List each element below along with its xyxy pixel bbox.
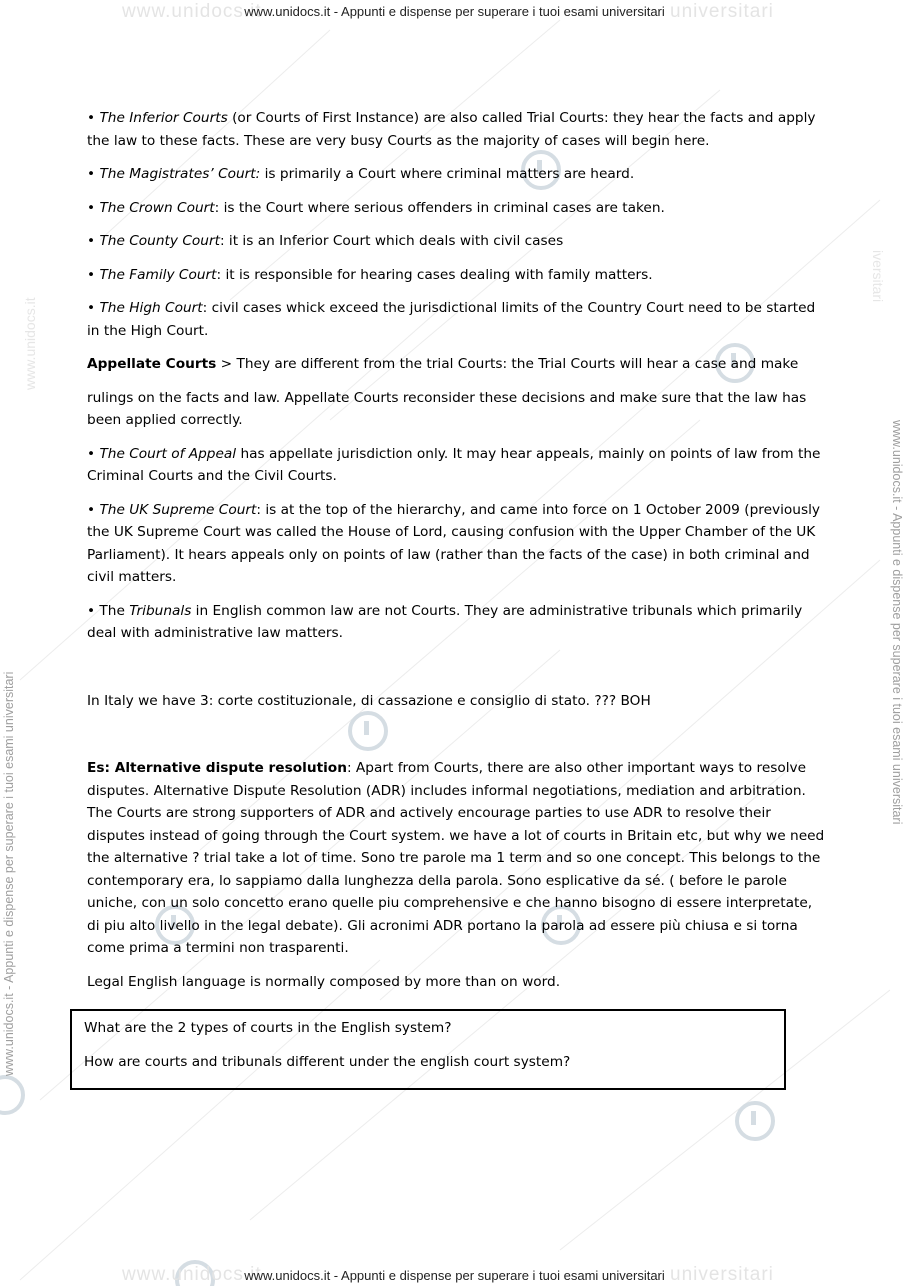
term: The Inferior Courts [99,110,228,126]
paragraph-adr [87,757,827,960]
term: The Magistrates’ Court: [99,166,261,182]
watermark-side-ghost: iversitari [870,250,886,303]
paragraph-italy: In Italy we have 3: corte costituzionale, di cassazione e consiglio di stato. ??? BOH [87,692,651,709]
bullet: • [87,501,100,518]
bullet: • [87,233,100,249]
paragraph-legal-english: Legal English language is normally composed by more than on word. [87,973,561,990]
question: What are the 2 types of courts in the English system? [84,1020,452,1036]
paragraph-text: > They are different from the trial Courts: the Trial Courts will hear a case and make [216,356,799,372]
watermark-side-right: www.unidocs.it - Appunti e dispense per superare i tuoi esami universitari [890,420,904,825]
bullet: • [87,266,100,283]
paragraph-appellate-courts [87,353,827,376]
paragraph-text: has appellate jurisdiction only. It may hear appeals, mainly on points of law from the Criminal Courts and the Civil Courts. [87,445,821,484]
watermark-ghost: universitari [670,1,774,22]
document-body [87,107,827,1004]
paragraph-tribunals [87,600,827,645]
term: Es: Alternative dispute resolution [87,760,347,776]
paragraph-text: : is the Court where serious offenders in criminal cases are taken. [214,199,665,216]
paragraph-text: : it is an Inferior Court which deals with civil cases [219,233,564,249]
paragraph-inferior-courts [87,107,827,152]
paragraph-text: : it is responsible for hearing cases dealing with family matters. [216,266,653,283]
watermark-ghost: universitari [670,1264,774,1285]
question: How are courts and tribunals different under the english court system? [84,1053,571,1070]
bullet: • [87,199,100,216]
paragraph-text: (or Courts of First Instance) are also called Trial Courts: they hear the facts and apply the law to these facts. These are very busy Courts as the majority of cases will begin here. [87,110,816,149]
questions-box [70,1009,786,1090]
watermark-ghost: www.unidocs.it [122,1,262,22]
bullet: • The [87,602,130,619]
term: The High Court [99,300,203,316]
paragraph-magistrates-court [87,163,827,186]
watermark-ghost: www.unidocs.it [122,1264,262,1285]
paragraph-text: : Apart from Courts, there are also other important ways to resolve disputes. Alternative Dispute Resolution (ADR) includes informal negotiations, mediation and arbitration. The Courts are strong supporters of ADR and actively encourage parties to use ADR to resolve their disputes instead of going through the Court system. we have a lot of courts in Britain etc, but why we need the alternative ? trial take a lot of time. Sono tre parole ma 1 term and so one concept. This belongs to the contemporary era, lo sappiamo dalla lunghezza della parola. Sono esplicative da sé. ( before le parole uniche, con un solo concetto erano quelle piu comprehensive e che hanno bisogno di essere interpretate, di piu alto livello in the legal debate). Gli acronimi ADR portano la parola ad essere più chiusa e si torna come prima a termini non trasparenti. [87,760,825,956]
paragraph-appellate-continued: rulings on the facts and law. Appellate Courts reconsider these decisions and make sure that the law has been applied correctly. [87,389,807,428]
paragraph-crown-court [87,197,827,220]
spacer [87,723,827,757]
watermark-side-left: www.unidocs.it - Appunti e dispense per superare i tuoi esami universitari [2,671,16,1076]
term: The Family Court [99,266,217,283]
bullet: • [87,300,100,316]
term: The Court of Appeal [99,445,237,462]
term: Tribunals [129,602,192,619]
watermark-footer: www.unidocs.it - Appunti e dispense per superare i tuoi esami universitari [244,1268,665,1283]
term: Appellate Courts [87,356,217,372]
term: The County Court [99,233,220,249]
term: The UK Supreme Court [99,501,257,518]
paragraph-county-court [87,230,827,253]
paragraph-family-court [87,264,827,287]
bullet: • [87,166,100,182]
paragraph-text: in English common law are not Courts. They are administrative tribunals which primarily deal with administrative law matters. [87,602,803,641]
watermark-side-ghost: www.unidocs.it [22,297,38,390]
paragraph-text: : civil cases whick exceed the jurisdictional limits of the Country Court need to be started in the High Court. [87,300,816,339]
bullet: • [87,110,100,126]
bullet: • [87,445,100,462]
watermark-header: www.unidocs.it - Appunti e dispense per superare i tuoi esami universitari [244,4,665,19]
paragraph-text: is primarily a Court where criminal matters are heard. [260,166,635,182]
term: The Crown Court [99,199,215,216]
paragraph-supreme-court [87,499,827,589]
paragraph-high-court [87,297,827,342]
paragraph-court-of-appeal [87,443,827,488]
spacer [87,656,827,690]
paragraph-text: : is at the top of the hierarchy, and came into force on 1 October 2009 (previously the UK Supreme Court was called the House of Lord, causing confusion with the Upper Chamber of the UK Parliament). It hears appeals only on points of law (rather than the facts of the case) in both criminal and civil matters. [87,501,820,585]
